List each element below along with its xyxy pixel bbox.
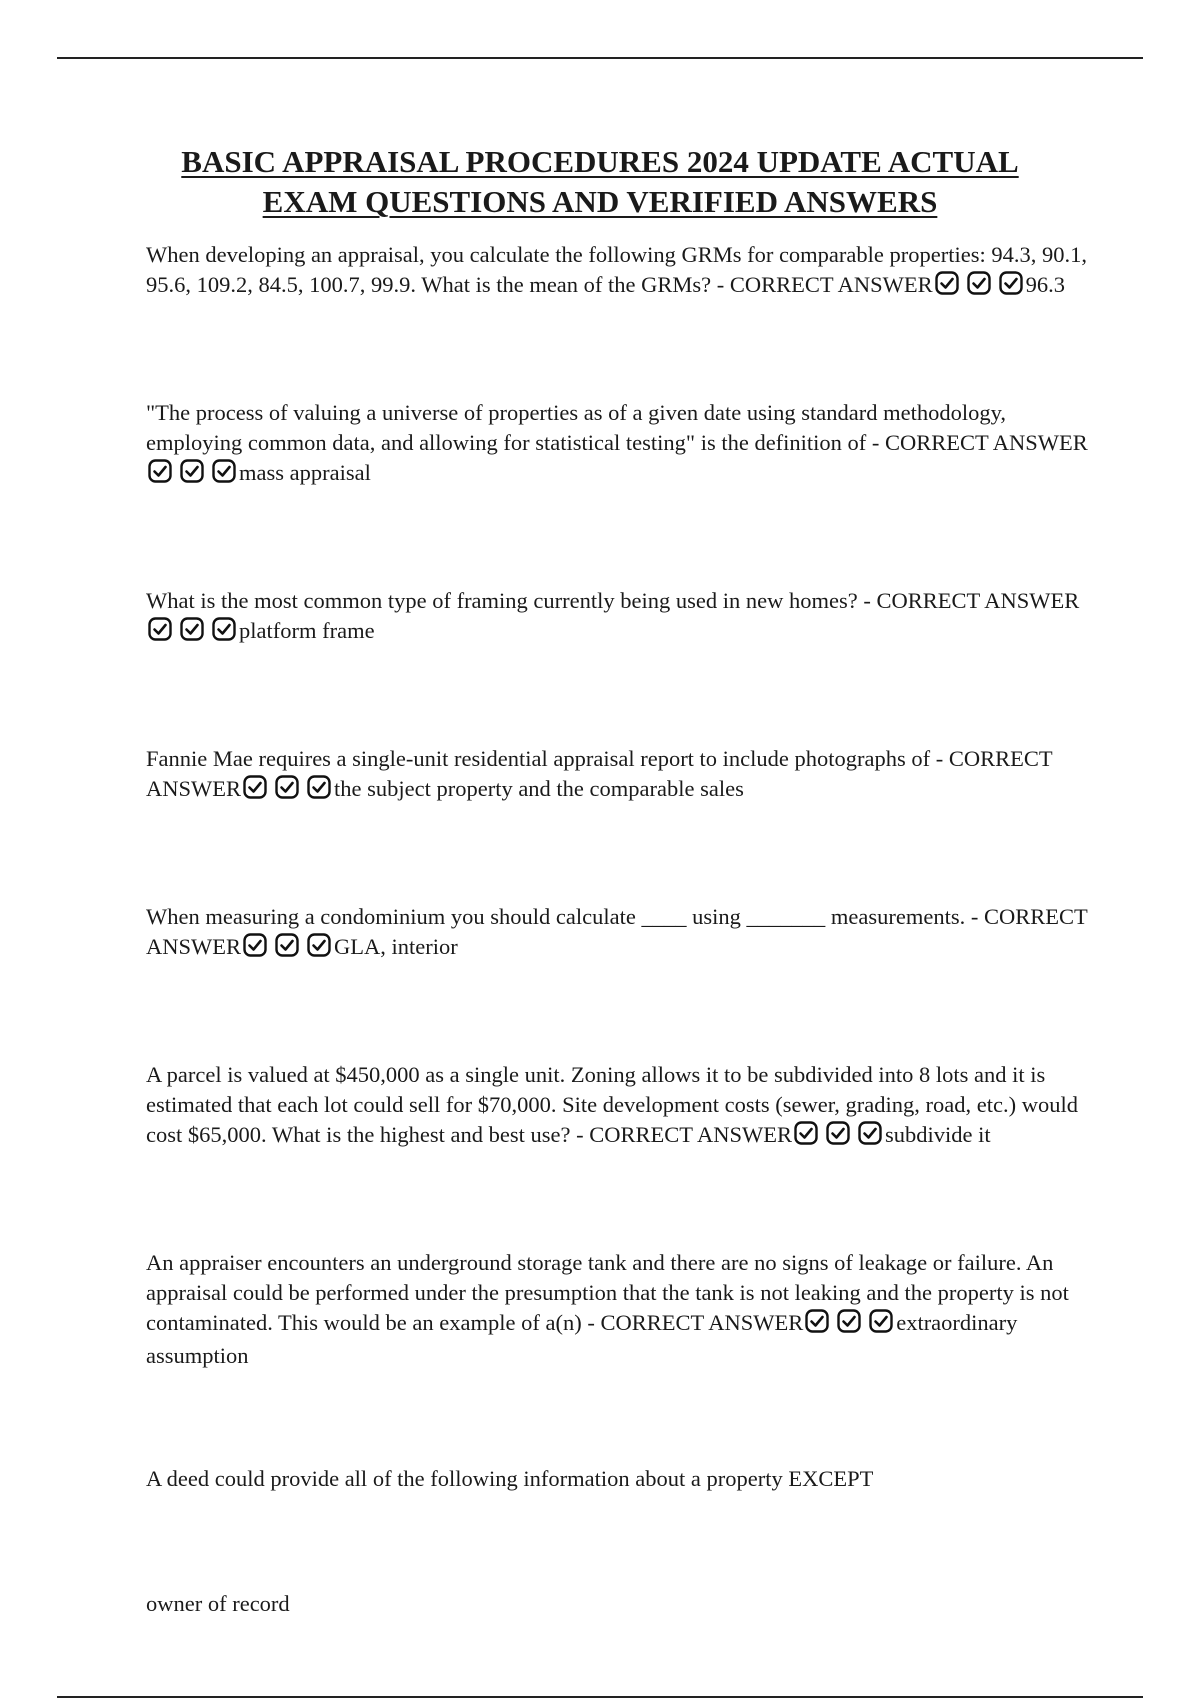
check-box-icon	[858, 1121, 882, 1145]
answer-text: mass appraisal	[239, 460, 371, 485]
check-box-icon	[180, 459, 204, 483]
checkmarks	[805, 1309, 895, 1341]
checkmarks	[148, 617, 238, 649]
check-box-icon	[967, 271, 991, 295]
qa-item	[146, 744, 1106, 807]
checkmarks	[148, 459, 238, 491]
qa-item	[146, 398, 1106, 491]
question-text: What is the most common type of framing currently being used in new homes? - CORRECT	[146, 588, 980, 613]
question-text: "The process of valuing a universe of properties as of a given date using standard methodology, employing common data, and allowing for statistical testing" is the definition of - CORRECT	[146, 400, 1006, 455]
qa-item	[146, 902, 1106, 965]
qa-list	[146, 240, 1106, 1619]
answer-label: ANSWER	[992, 430, 1088, 455]
question-text: When measuring a condominium you should calculate ____ using _______ measurements. -	[146, 904, 979, 929]
question-text: When developing an appraisal, you calculate the following GRMs for comparable properties: 94.3, 90.1, 95.6, 109.2, 84.5, 100.7, 99.9. What is the mean of the GRMs? - CORRECT	[146, 242, 1087, 297]
checkmarks	[794, 1121, 884, 1153]
check-box-icon	[148, 459, 172, 483]
question-text: A parcel is valued at $450,000 as a single unit. Zoning allows it to be subdivided into 8 lots and it is estimated that each lot could sell for $70,000. Site development costs (sewer, grading, road, etc.) would cost $65,000. What is the highest and best use? - CORRECT	[146, 1062, 1078, 1147]
answer-text: GLA, interior	[334, 934, 458, 959]
answer-label: CORRECT ANSWER	[146, 904, 1088, 959]
check-box-icon	[999, 271, 1023, 295]
question-text: An appraiser encounters an underground storage tank and there are no signs of leakage or failure. An appraisal could be performed under the presumption that the tank is not leaking and the property is not contaminated. This would be an example of a(n) - CORRECT	[146, 1250, 1069, 1335]
check-box-icon	[243, 933, 267, 957]
check-box-icon	[794, 1121, 818, 1145]
answer-text: 96.3	[1025, 272, 1066, 297]
title-line-2: EXAM QUESTIONS AND VERIFIED ANSWERS	[262, 184, 938, 219]
check-box-icon	[275, 775, 299, 799]
answer-text: extraordinary assumption	[146, 1310, 1018, 1368]
checkmarks	[243, 775, 333, 807]
qa-item	[146, 1060, 1106, 1153]
check-box-icon	[307, 933, 331, 957]
answer-text: platform frame	[239, 618, 375, 643]
top-rule	[57, 57, 1143, 59]
answer-label: ANSWER	[697, 1122, 793, 1147]
check-box-icon	[307, 775, 331, 799]
check-box-icon	[935, 271, 959, 295]
check-box-icon	[243, 775, 267, 799]
answer-label: CORRECT ANSWER	[146, 746, 1053, 801]
answer-label: ANSWER	[708, 1310, 804, 1335]
check-box-icon	[180, 617, 204, 641]
bottom-rule	[57, 1696, 1143, 1698]
check-box-icon	[148, 617, 172, 641]
answer-label: ANSWER	[984, 588, 1080, 613]
question-text: Fannie Mae requires a single-unit residential appraisal report to include photographs of -	[146, 746, 944, 771]
trailing-answer: owner of record	[146, 1591, 290, 1616]
check-box-icon	[212, 617, 236, 641]
qa-item	[146, 586, 1106, 649]
checkmarks	[243, 933, 333, 965]
check-box-icon	[275, 933, 299, 957]
check-box-icon	[837, 1309, 861, 1333]
qa-item	[146, 1248, 1106, 1371]
check-box-icon	[212, 459, 236, 483]
title-line-1: BASIC APPRAISAL PROCEDURES 2024 UPDATE ACTUAL	[181, 144, 1019, 179]
check-box-icon	[869, 1309, 893, 1333]
qa-item	[146, 240, 1106, 303]
trailing-question: A deed could provide all of the following information about a property EXCEPT	[146, 1466, 874, 1491]
check-box-icon	[805, 1309, 829, 1333]
document-title	[100, 142, 1100, 222]
answer-text: the subject property and the comparable sales	[334, 776, 744, 801]
answer-text: subdivide it	[885, 1122, 991, 1147]
checkmarks	[935, 271, 1025, 303]
check-box-icon	[826, 1121, 850, 1145]
answer-label: ANSWER	[837, 272, 933, 297]
